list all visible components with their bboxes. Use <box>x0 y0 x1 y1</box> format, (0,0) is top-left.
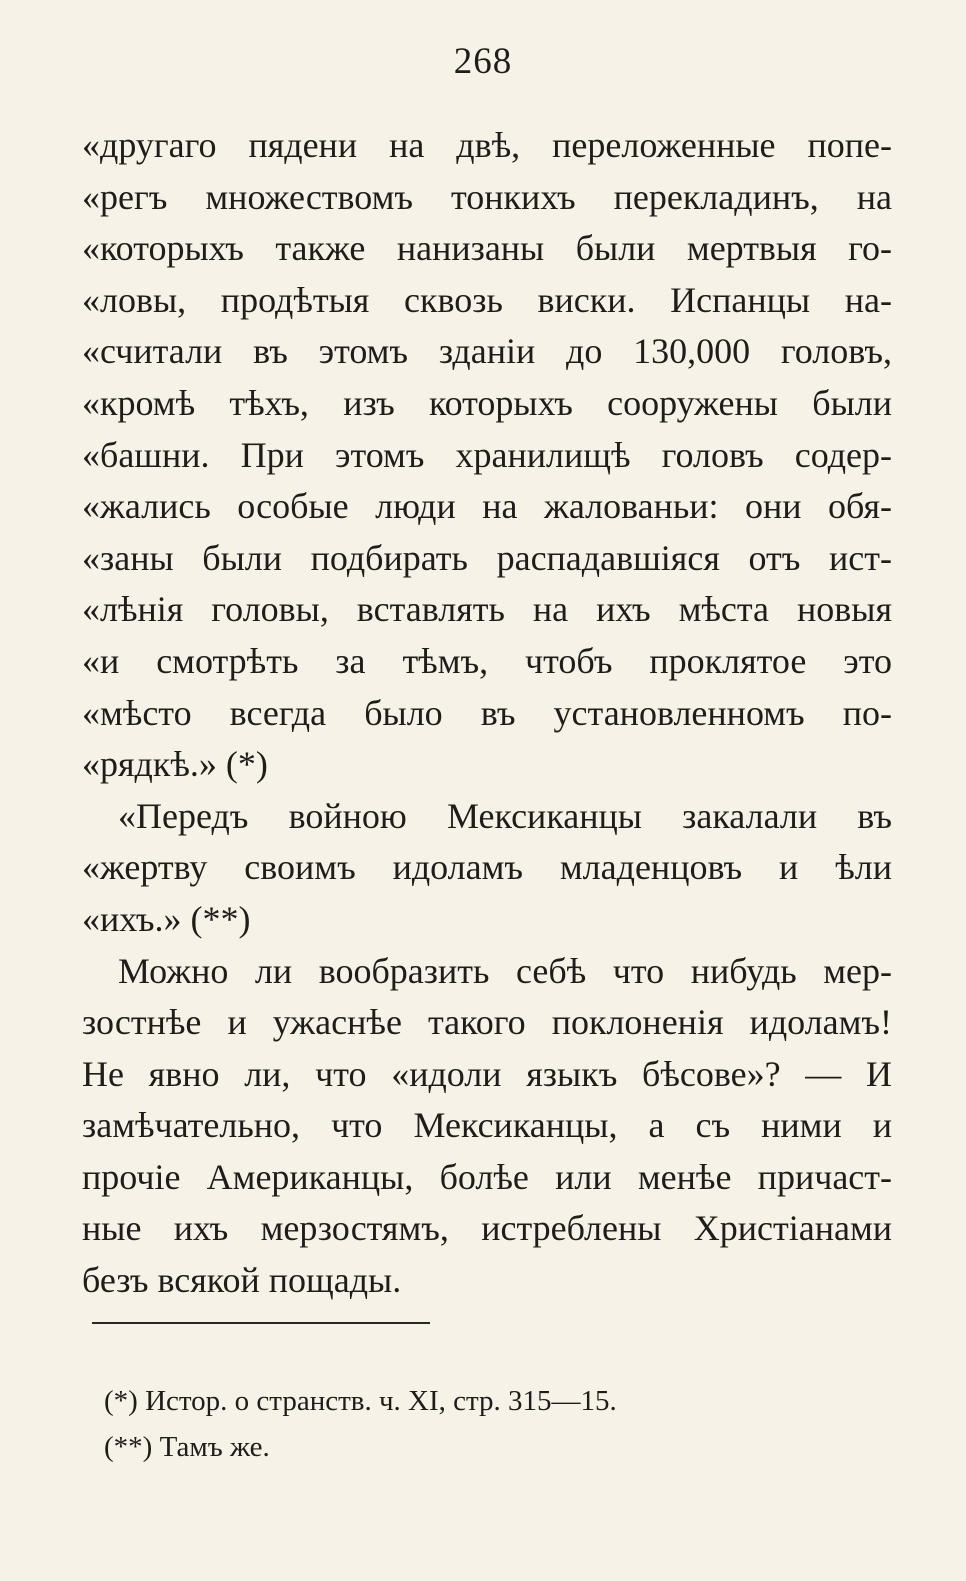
text-line: зостнѣе и ужаснѣе такого поклоненія идоламъ! <box>82 1002 892 1043</box>
text-line: «ихъ.» (**) <box>82 898 251 939</box>
text-line: «рядкѣ.» (*) <box>82 744 268 785</box>
footnote: (**) Тамъ же. <box>104 1431 270 1463</box>
page-number: 268 <box>453 41 513 82</box>
text-line: безъ всякой пощады. <box>82 1260 402 1301</box>
text-line: «лѣнія головы, вставлять на ихъ мѣста новыя <box>82 589 892 630</box>
text-line: «кромѣ тѣхъ, изъ которыхъ сооружены были <box>82 382 892 423</box>
body-text <box>82 120 892 1307</box>
text-line: Можно ли вообразить себѣ что нибудь мер- <box>118 950 892 991</box>
text-line: «регъ множествомъ тонкихъ перекладинъ, на <box>82 176 892 217</box>
text-line: «другаго пядени на двѣ, переложенные попе- <box>82 125 892 165</box>
text-line: «которыхъ также нанизаны были мертвыя го- <box>82 228 892 269</box>
text-line: «мѣсто всегда было въ установленномъ по- <box>82 692 892 733</box>
text-line: «ловы, продѣтыя сквозь виски. Испанцы на- <box>82 279 892 320</box>
text-line: «и смотрѣть за тѣмъ, чтобъ проклятое это <box>82 640 892 681</box>
text-line: ные ихъ мерзостямъ, истреблены Христіанами <box>82 1208 892 1249</box>
text-line: прочіе Американцы, болѣе или менѣе причаст- <box>82 1156 892 1197</box>
text-line: Не явно ли, что «идоли языкъ бѣсове»? — И <box>82 1053 892 1094</box>
text-line: «жались особые люди на жалованьи: они обя- <box>82 486 892 527</box>
footnote-divider <box>92 1322 430 1324</box>
footnotes <box>104 1378 884 1470</box>
footnote: (*) Истор. о странств. ч. XI, стр. 315—15. <box>104 1385 617 1417</box>
text-line: «Передъ войною Мексиканцы закалали въ <box>118 795 892 836</box>
text-line: «башни. При этомъ хранилищѣ головъ содер- <box>82 434 892 475</box>
text-line: «жертву своимъ идоламъ младенцовъ и ѣли <box>82 847 892 888</box>
text-line: замѣчательно, что Мексиканцы, а съ ними и <box>82 1105 892 1146</box>
text-line: «заны были подбирать распадавшіяся отъ ист- <box>82 537 892 578</box>
text-line: «считали въ этомъ зданіи до 130,000 головъ, <box>82 331 892 372</box>
